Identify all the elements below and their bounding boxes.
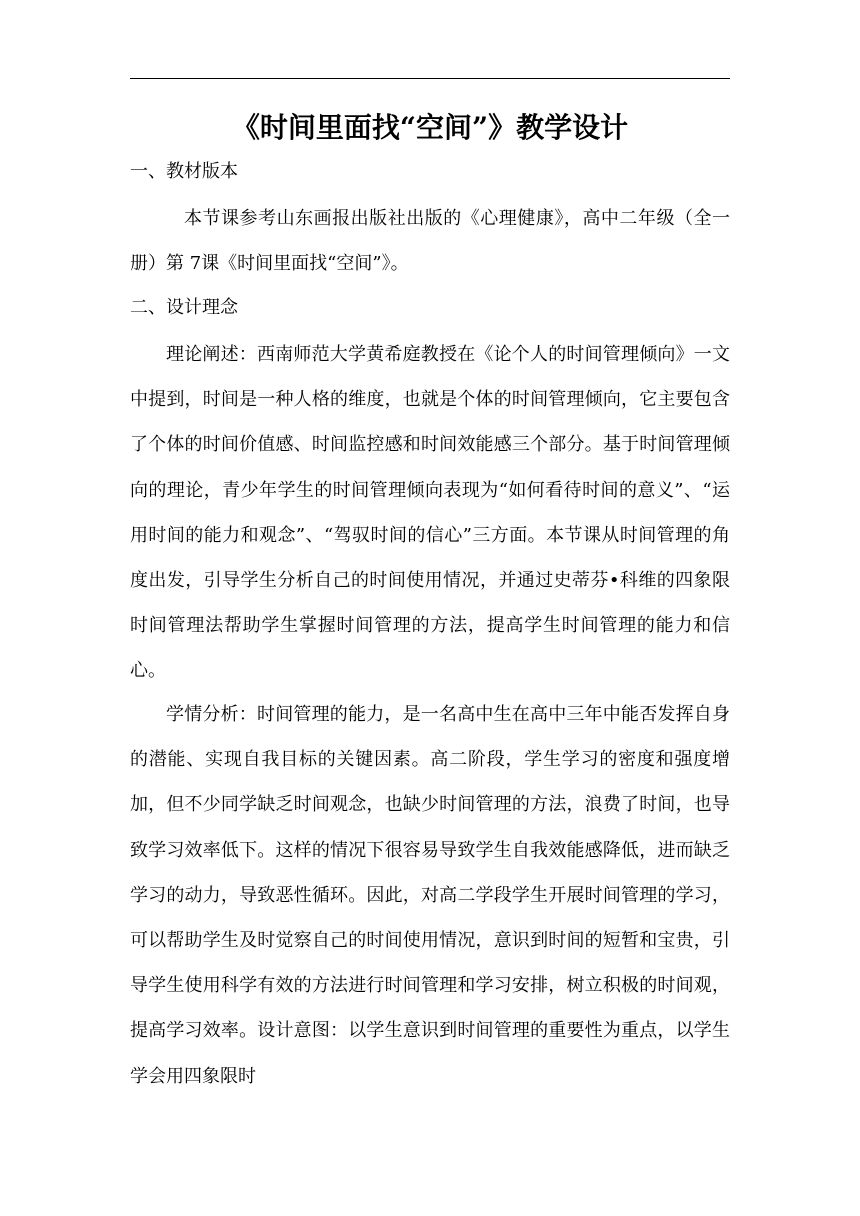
section-heading-design-concept: 二、设计理念 <box>130 297 238 318</box>
textbook-version-paragraph: 本节课参考山东画报出版社出版的《心理健康》，高中二年级（全一册）第 7课《时间里面找“空间”》。 <box>130 208 730 275</box>
document-title: 《时间里面找“空间”》教学设计 <box>231 111 629 144</box>
theory-paragraph: 理论阐述：西南师范大学黄希庭教授在《论个人的时间管理倾向》一文中提到，时间是一种人格的维度，也就是个体的时间管理倾向，它主要包含了个体的时间价值感、时间监控感和时间效能感三个部分。基于时间管理倾向的理论，青少年学生的时间管理倾向表现为“如何看待时间的意义”、“运用时间的能力和观念”、“驾驭时间的信心”三方面。本节课从时间管理的角度出发，引导学生分析自己的时间使用情况，并通过史蒂芬•科维的四象限时间管理法帮助学生掌握时间管理的方法，提高学生时间管理的能力和信心。 <box>130 344 730 682</box>
section-heading-textbook-version: 一、教材版本 <box>130 161 238 182</box>
analysis-paragraph: 学情分析：时间管理的能力，是一名高中生在高中三年中能否发挥自身的潜能、实现自我目标的关键因素。高二阶段，学生学习的密度和强度增加，但不少同学缺乏时间观念，也缺少时间管理的方法，浪费了时间，也导致学习效率低下。这样的情况下很容易导致学生自我效能感降低，进而缺乏学习的动力，导致恶性循环。因此，对高二学段学生开展时间管理的学习，可以帮助学生及时觉察自己的时间使用情况，意识到时间的短暂和宝贵，引导学生使用科学有效的方法进行时间管理和学习安排，树立积极的时间观，提高学习效率。设计意图：以学生意识到时间管理的重要性为重点，以学生学会用四象限时 <box>130 704 730 1087</box>
header-rule <box>130 78 730 79</box>
